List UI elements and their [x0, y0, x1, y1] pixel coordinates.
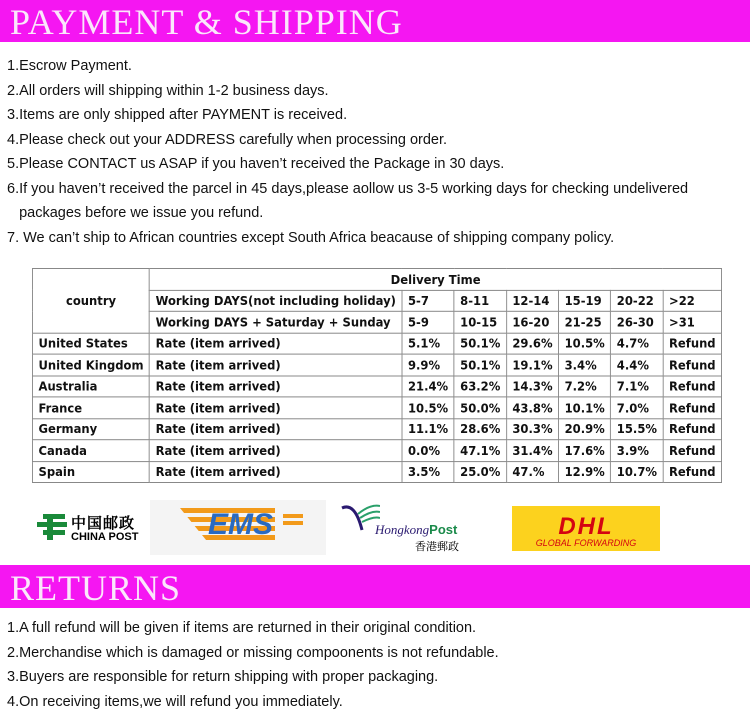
delivery-range-cell: 8-11 — [454, 290, 506, 311]
rate-cell: 3.9% — [611, 440, 663, 461]
hongkong-post-icon — [340, 500, 380, 540]
rate-cell: 20.9% — [559, 418, 611, 439]
rate-cell: 10.1% — [559, 397, 611, 418]
hk-post-cn: 香港郵政 — [415, 541, 459, 553]
china-post-en: CHINA POST — [71, 531, 139, 543]
china-post-logo — [35, 500, 147, 555]
rate-cell: 4.7% — [611, 333, 663, 354]
list-item: 5.Please CONTACT us ASAP if you haven’t received the Package in 30 days. — [7, 156, 505, 172]
list-item: 1.Escrow Payment. — [7, 58, 132, 74]
ems-logo — [150, 500, 326, 555]
hk-post-en: Hongkong — [375, 522, 430, 537]
delivery-range-cell: 16-20 — [506, 311, 558, 332]
rate-cell: 12.9% — [559, 461, 611, 482]
row-label: Working DAYS + Saturday + Sunday — [150, 311, 402, 332]
list-item: 2.Merchandise which is damaged or missing compoonents is not refundable. — [7, 644, 499, 661]
rate-cell: Refund — [663, 354, 722, 375]
rate-cell: 19.1% — [506, 354, 558, 375]
rate-cell: Refund — [663, 376, 722, 397]
table-row — [32, 397, 721, 418]
delivery-range-cell: 5-7 — [402, 290, 454, 311]
table-row — [32, 354, 721, 375]
table-row — [32, 440, 721, 461]
rate-cell: 21.4% — [402, 376, 454, 397]
rate-cell: 10.5% — [402, 397, 454, 418]
table-row — [32, 376, 721, 397]
rate-cell: 7.1% — [611, 376, 663, 397]
list-item: 3.Buyers are responsible for return shipping with proper packaging. — [7, 669, 439, 685]
list-item: 7. We can’t ship to African countries except South Africa beacause of shipping company policy. — [7, 229, 615, 246]
table-row — [32, 418, 721, 439]
ems-text: EMS — [208, 508, 274, 541]
table-row — [32, 461, 721, 482]
list-item: 4.Please check out your ADDRESS carefully when processing order. — [7, 131, 448, 148]
country-cell: Spain — [32, 461, 149, 482]
returns-terms-list — [7, 616, 499, 714]
returns-banner — [0, 565, 750, 608]
list-item: 1.A full refund will be given if items are returned in their original condition. — [7, 620, 477, 636]
rate-cell: 29.6% — [506, 333, 558, 354]
rate-cell: 30.3% — [506, 418, 558, 439]
hongkong-post-logo — [340, 500, 470, 555]
rate-cell: 3.4% — [559, 354, 611, 375]
rate-cell: Refund — [663, 397, 722, 418]
rate-cell: 63.2% — [454, 376, 506, 397]
rate-cell: 50.1% — [454, 354, 506, 375]
delivery-range-cell: >22 — [663, 290, 722, 311]
delivery-range-cell: 10-15 — [454, 311, 506, 332]
rate-cell: 50.0% — [454, 397, 506, 418]
country-cell: United Kingdom — [32, 354, 149, 375]
rate-cell: 3.5% — [402, 461, 454, 482]
row-label: Working DAYS(not including holiday) — [150, 290, 402, 311]
country-cell: Canada — [32, 440, 149, 461]
rate-cell: 47.1% — [454, 440, 506, 461]
rate-cell: 5.1% — [402, 333, 454, 354]
delivery-range-cell: 21-25 — [559, 311, 611, 332]
rate-cell: 43.8% — [506, 397, 558, 418]
rate-cell: 9.9% — [402, 354, 454, 375]
rate-cell: 10.5% — [559, 333, 611, 354]
rate-cell: 7.2% — [559, 376, 611, 397]
rate-cell: Refund — [663, 418, 722, 439]
rate-label-cell: Rate (item arrived) — [150, 440, 402, 461]
list-item: packages before we issue you refund. — [7, 205, 264, 221]
hk-post-en2: Post — [429, 522, 458, 537]
list-item: 3.Items are only shipped after PAYMENT is received. — [7, 107, 348, 123]
table-row — [32, 333, 721, 354]
rate-cell: 28.6% — [454, 418, 506, 439]
rate-cell: 7.0% — [611, 397, 663, 418]
rate-cell: 47.% — [506, 461, 558, 482]
rate-cell: 25.0% — [454, 461, 506, 482]
delivery-range-cell: 5-9 — [402, 311, 454, 332]
rate-cell: 31.4% — [506, 440, 558, 461]
delivery-range-cell: 15-19 — [559, 290, 611, 311]
payment-terms-list — [7, 54, 688, 250]
list-item: 4.On receiving items,we will refund you immediately. — [7, 693, 343, 710]
rate-label-cell: Rate (item arrived) — [150, 418, 402, 439]
country-header: country — [32, 268, 149, 332]
china-post-icon — [35, 512, 71, 542]
rate-cell: Refund — [663, 333, 722, 354]
rate-cell: 4.4% — [611, 354, 663, 375]
section-title: PAYMENT & SHIPPING — [10, 2, 403, 42]
rate-cell: 14.3% — [506, 376, 558, 397]
delivery-range-cell: 26-30 — [611, 311, 663, 332]
delivery-range-cell: >31 — [663, 311, 722, 332]
country-cell: France — [32, 397, 149, 418]
rate-cell: 50.1% — [454, 333, 506, 354]
rate-cell: 17.6% — [559, 440, 611, 461]
country-cell: United States — [32, 333, 149, 354]
country-cell: Australia — [32, 376, 149, 397]
delivery-range-cell: 12-14 — [506, 290, 558, 311]
rate-cell: Refund — [663, 461, 722, 482]
china-post-cn: 中国邮政 — [71, 515, 136, 532]
rate-label-cell: Rate (item arrived) — [150, 354, 402, 375]
payment-shipping-banner — [0, 0, 750, 42]
rate-cell: 0.0% — [402, 440, 454, 461]
delivery-range-cell: 20-22 — [611, 290, 663, 311]
rate-cell: 15.5% — [611, 418, 663, 439]
rate-label-cell: Rate (item arrived) — [150, 397, 402, 418]
dhl-subtext: GLOBAL FORWARDING — [535, 538, 637, 548]
list-item: 2.All orders will shipping within 1-2 business days. — [7, 82, 329, 99]
dhl-logo — [512, 506, 660, 551]
dhl-text: DHL — [558, 513, 614, 540]
rate-label-cell: Rate (item arrived) — [150, 333, 402, 354]
rate-label-cell: Rate (item arrived) — [150, 461, 402, 482]
rate-label-cell: Rate (item arrived) — [150, 376, 402, 397]
section-title: RETURNS — [10, 568, 182, 608]
rate-cell: 10.7% — [611, 461, 663, 482]
delivery-time-header: Delivery Time — [150, 268, 722, 289]
list-item: 6.If you haven’t received the parcel in 45 days,please aollow us 3-5 working days for checking undelivered — [7, 180, 689, 197]
delivery-time-table — [32, 268, 722, 483]
rate-cell: 11.1% — [402, 418, 454, 439]
country-cell: Germany — [32, 418, 149, 439]
rate-cell: Refund — [663, 440, 722, 461]
